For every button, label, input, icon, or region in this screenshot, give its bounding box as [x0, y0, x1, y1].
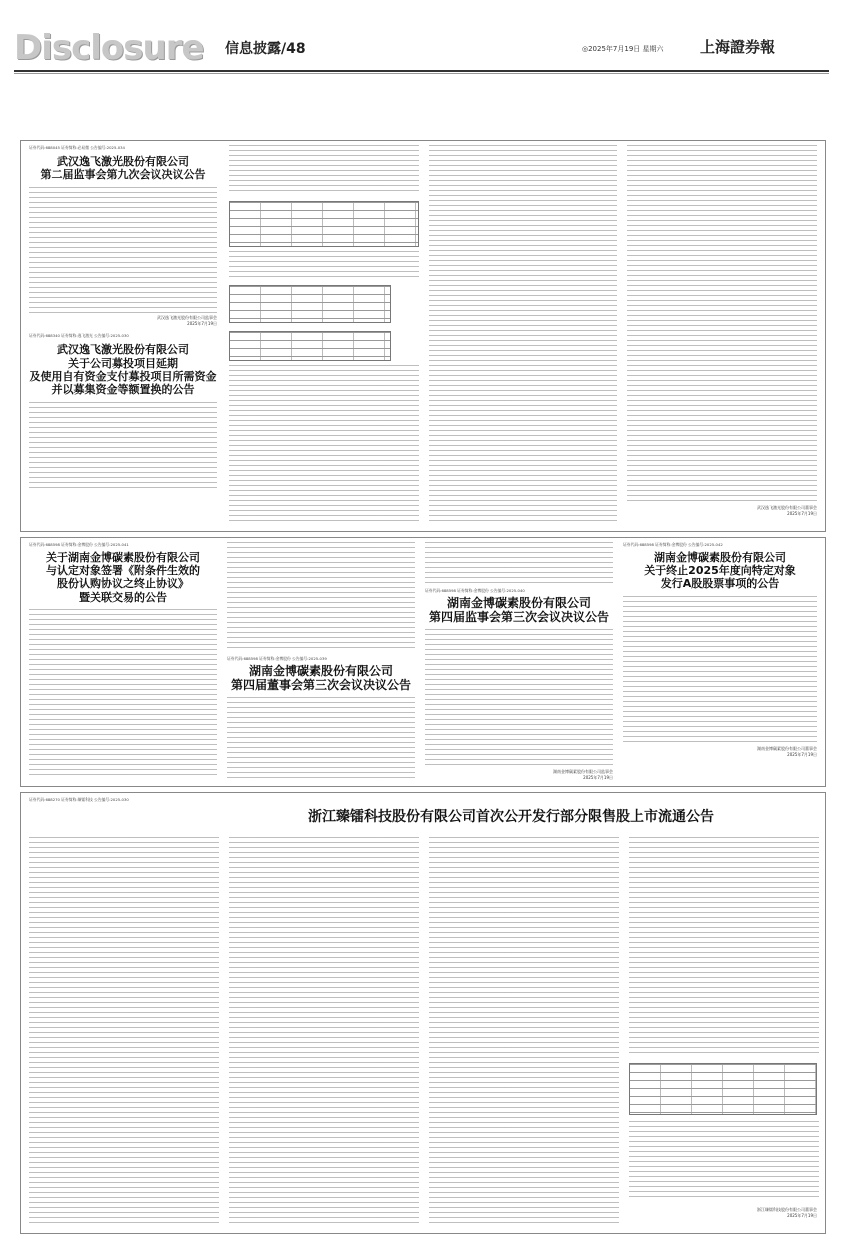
newspaper-name: 上海證券報 [700, 38, 776, 56]
notice-signature: 武汉逸飞激光股份有限公司监事会 2025年7月19日 [157, 315, 217, 327]
section-title: 信息披露/48 [225, 41, 306, 57]
notice-body [29, 402, 217, 492]
notice-column-2 [229, 837, 419, 1223]
notice-column-4 [629, 837, 819, 1227]
notice-title: 湖南金博碳素股份有限公司 关于终止2025年度向特定对象 发行A股股票事项的公告 [644, 551, 796, 591]
section-brand: Disclosure [14, 28, 204, 68]
notice-title: 武汉逸飞激光股份有限公司 关于公司募投项目延期 及使用自有资金支付募投项目所需资金 并以募集资金等额置换的公告 [29, 343, 217, 396]
notice-column-3 [429, 837, 619, 1223]
notice-block-zhenlei [20, 792, 826, 1234]
notice-column-4 [627, 145, 817, 525]
notice-title: 浙江臻镭科技股份有限公司首次公开发行部分限售股上市流通公告 [308, 809, 714, 825]
notice-column-2 [227, 542, 415, 782]
notice-body [425, 542, 613, 586]
masthead [0, 0, 843, 68]
notice-body [29, 187, 217, 315]
notice-title: 湖南金博碳素股份有限公司 第四届董事会第三次会议决议公告 [230, 664, 411, 693]
notice-body [629, 837, 819, 1057]
notice-body [629, 1121, 819, 1201]
notice-column-2 [229, 145, 419, 525]
notice-column-3 [425, 542, 613, 782]
notice-title: 关于湖南金博碳素股份有限公司 与认定对象签署《附条件生效的 股份认购协议之终止协议》 暨关联交易的公告 [46, 551, 200, 604]
notice-body [623, 596, 817, 746]
notice-block-jinbo [20, 537, 826, 787]
notice-meta: 证券代码:688598 证券简称:金博股份 公告编号:2025-042 [623, 542, 723, 547]
notice-meta: 证券代码:688598 证券简称:金博股份 公告编号:2025-041 [29, 542, 129, 547]
notice-signature: 浙江臻镭科技股份有限公司董事会 2025年7月19日 [757, 1207, 817, 1218]
notice-meta: 证券代码:688045 证券简称:必易微 公告编号:2025-034 [29, 145, 125, 150]
masthead-rule [14, 70, 829, 72]
notice-body [227, 542, 415, 652]
notice-signature: 湖南金博碳素股份有限公司监事会 2025年7月19日 [553, 768, 613, 780]
masthead-subrule [14, 73, 829, 74]
data-table [229, 331, 391, 361]
notice-block-yifei [20, 140, 826, 532]
notice-signature: 湖南金博碳素股份有限公司董事会 2025年7月19日 [757, 745, 817, 757]
notice-column-1 [29, 837, 219, 1223]
notice-body [29, 609, 217, 779]
notice-meta: 证券代码:688598 证券简称:金博股份 公告编号:2025-040 [425, 588, 525, 593]
notice-column-1 [29, 542, 217, 782]
notice-title: 武汉逸飞激光股份有限公司 第二届监事会第九次会议决议公告 [40, 155, 206, 182]
notice-column-1 [29, 145, 217, 525]
notice-body [229, 145, 419, 195]
notice-signature: 武汉逸飞激光股份有限公司董事会 2025年7月19日 [757, 505, 817, 516]
data-table [229, 201, 419, 247]
notice-body [229, 365, 419, 525]
data-table [229, 285, 391, 323]
notice-body [227, 697, 415, 782]
notice-body [229, 251, 419, 281]
notice-body [627, 145, 817, 505]
notice-column-3 [429, 145, 617, 525]
notice-meta: 证券代码:688270 证券简称:臻镭科技 公告编号:2025-030 [29, 797, 129, 802]
issue-date: ◎2025年7月19日 星期六 [582, 45, 664, 53]
data-table [629, 1063, 817, 1115]
notice-column-4 [623, 542, 817, 782]
notice-meta: 证券代码:688340 证券简称:逸飞激光 公告编号:2025-030 [29, 333, 129, 339]
notice-body [425, 629, 613, 769]
notice-meta: 证券代码:688598 证券简称:金博股份 公告编号:2025-039 [227, 656, 327, 661]
notice-title: 湖南金博碳素股份有限公司 第四届监事会第三次会议决议公告 [428, 596, 609, 625]
